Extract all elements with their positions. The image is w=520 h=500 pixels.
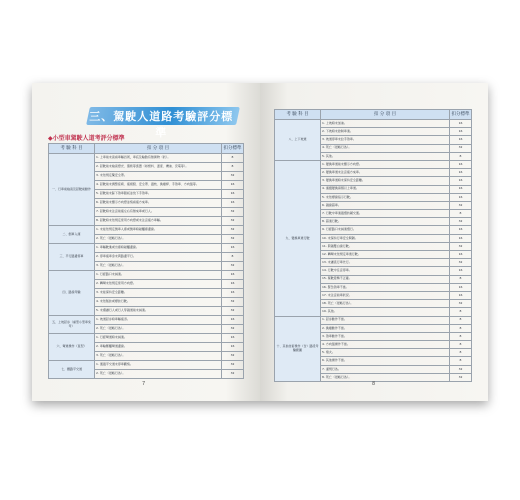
page-number-left: 7: [142, 381, 146, 387]
deduction-points: 16: [450, 283, 472, 291]
deduction-points: 32: [450, 218, 472, 226]
deduction-item: 1. 上車前未查看車輛四周，車底及輪胎有無異物（狀）。: [95, 154, 222, 163]
deduction-item: 7. 行駛中車速過慢妨礙交通。: [321, 210, 450, 218]
section-banner: [86, 107, 240, 139]
deduction-item: 3. 死亡（侵略行為）。: [95, 262, 222, 271]
deduction-points: 16: [450, 120, 472, 128]
table-row: [275, 120, 472, 128]
table-subtitle: ◆小型車駕駛人道考評分標準: [48, 135, 125, 142]
deduction-points: 32: [222, 361, 244, 370]
deduction-item: 1. 未能依規定倒車入庫或倒車時碰觸庫邊線。: [95, 226, 222, 235]
deduction-item: 6. 起駛前未顯示方向燈並察看後方來車。: [95, 199, 222, 208]
deduction-item: 2. 轉彎未依規定使用方向燈。: [95, 280, 222, 289]
table-header-cell: 扣 分 項 目: [95, 144, 222, 154]
deduction-points: 32: [450, 373, 472, 381]
deduction-item: 4. 方向盤操作不當。: [321, 341, 450, 349]
category-cell: 七、鐵路平交道: [49, 361, 95, 379]
right-score-table: [274, 109, 472, 382]
deduction-item: 12. 轉彎未依規定車道行駛。: [321, 251, 450, 259]
deduction-item: 5. 其他。: [321, 152, 450, 160]
deduction-item: 6. 其他操作不當。: [321, 357, 450, 365]
deduction-points: 16: [222, 181, 244, 190]
table-row: [49, 271, 244, 280]
deduction-item: 4. 未依號誌或標誌行駛。: [95, 298, 222, 307]
table-row: [275, 160, 472, 168]
deduction-points: 8: [450, 332, 472, 340]
category-cell: 八、上下坡道: [275, 120, 321, 161]
table-header-cell: 考 驗 科 目: [49, 144, 95, 154]
deduction-points: 16: [222, 280, 244, 289]
deduction-points: 8: [222, 253, 244, 262]
deduction-item: 2. 變換車道未注意後方來車。: [321, 169, 450, 177]
table-row: [49, 316, 244, 325]
deduction-points: 16: [450, 128, 472, 136]
deduction-item: 10. 未保持行車安全間隔。: [321, 234, 450, 242]
deduction-points: 8: [450, 275, 472, 283]
deduction-points: 16: [450, 177, 472, 185]
deduction-item: 5. 未禮讓行人或行人穿越道前未減速。: [95, 307, 222, 316]
deduction-item: 1. 行經路口未減速。: [95, 271, 222, 280]
deduction-points: 16: [450, 234, 472, 242]
category-cell: 一、行車前檢查及起駛前動作: [49, 154, 95, 226]
deduction-points: 16: [222, 289, 244, 298]
deduction-points: 16: [450, 185, 472, 193]
deduction-item: 6. 越線超車。: [321, 201, 450, 209]
table-header-cell: 考 驗 科 目: [275, 110, 321, 120]
deduction-points: 32: [450, 365, 472, 373]
table-header-cell: 扣分標準: [222, 144, 244, 154]
deduction-points: 32: [450, 242, 472, 250]
deduction-points: 32: [450, 259, 472, 267]
table-row: [49, 154, 244, 163]
deduction-item: 1. 坡道起步時車輛後退。: [95, 316, 222, 325]
deduction-item: 8. 死亡（侵略行為）。: [321, 373, 450, 381]
deduction-points: 8: [450, 316, 472, 324]
right-page: [260, 83, 488, 401]
deduction-points: 16: [222, 316, 244, 325]
deduction-points: 8: [450, 349, 472, 357]
table-header-row: [275, 110, 472, 120]
deduction-points: 32: [450, 300, 472, 308]
table-row: [49, 244, 244, 253]
deduction-points: 16: [222, 244, 244, 253]
deduction-item: 15. 駕駛姿勢不正確。: [321, 275, 450, 283]
deduction-points: 8: [450, 210, 472, 218]
deduction-item: 3. 未能保持安全距離。: [95, 289, 222, 298]
table-header-row: [49, 144, 244, 154]
deduction-points: 16: [450, 193, 472, 201]
deduction-points: 32: [222, 307, 244, 316]
deduction-points: 16: [222, 190, 244, 199]
deduction-item: 4. 連續變換兩個以上車道。: [321, 185, 450, 193]
category-cell: 四、路線考驗: [49, 271, 95, 316]
deduction-item: 4. 死亡（侵略行為）。: [321, 144, 450, 152]
deduction-item: 2. 下坡時未控制車速。: [321, 128, 450, 136]
deduction-item: 5. 未依標線指示行駛。: [321, 193, 450, 201]
deduction-points: 16: [222, 271, 244, 280]
deduction-item: 1. 車輛駛進或出庫時碰觸邊線。: [95, 244, 222, 253]
left-score-table: [48, 143, 244, 379]
left-page: [32, 83, 260, 401]
deduction-item: 8. 超速行駛。: [321, 218, 450, 226]
category-cell: 九、變換車道行駛: [275, 160, 321, 316]
deduction-item: 17. 未注意前車狀況。: [321, 291, 450, 299]
deduction-points: 32: [222, 235, 244, 244]
deduction-points: 16: [450, 226, 472, 234]
deduction-points: 16: [450, 136, 472, 144]
deduction-points: 16: [450, 267, 472, 275]
deduction-points: 16: [222, 199, 244, 208]
deduction-item: 8. 起駛時未依規定使用方向燈或未注意後方車輛。: [95, 217, 222, 226]
deduction-item: 2. 停車後車身未與路邊平行。: [95, 253, 222, 262]
deduction-points: 16: [450, 251, 472, 259]
deduction-points: 32: [222, 325, 244, 334]
deduction-item: 1. 通過平交道未停車觀察。: [95, 361, 222, 370]
deduction-item: 9. 行經路口未減速慢行。: [321, 226, 450, 234]
deduction-item: 2. 車輪壓觸彎道邊線。: [95, 343, 222, 352]
deduction-points: 32: [222, 262, 244, 271]
deduction-item: 11. 跨越雙白線行駛。: [321, 242, 450, 250]
deduction-points: 16: [450, 169, 472, 177]
deduction-item: 2. 起駛前未檢查燈光、儀錶等裝置（如燃料、溫度、機油、充電等）。: [95, 163, 222, 172]
deduction-item: 19. 其他。: [321, 308, 450, 316]
deduction-item: 3. 煞車動作不當。: [321, 332, 450, 340]
page-number-right: 8: [372, 381, 376, 387]
deduction-item: 5. 熄火。: [321, 349, 450, 357]
table-row: [49, 226, 244, 235]
banner-title: 三、駕駛人道路考驗評分標準: [89, 110, 234, 139]
deduction-item: 1. 上坡時未加油。: [321, 120, 450, 128]
deduction-points: 16: [222, 343, 244, 352]
deduction-item: 4. 起駛前未調整座椅、後視鏡、安全帶、頭枕、換檔桿、手煞車、方向盤等。: [95, 181, 222, 190]
deduction-points: 16: [222, 334, 244, 343]
deduction-points: 32: [222, 226, 244, 235]
table-row: [49, 334, 244, 343]
deduction-points: 8: [450, 152, 472, 160]
deduction-points: 8: [222, 163, 244, 172]
deduction-points: 32: [222, 352, 244, 361]
deduction-item: 14. 行駛中任意停車。: [321, 267, 450, 275]
deduction-points: 32: [222, 298, 244, 307]
deduction-item: 7. 起駛時未注意前後左右有無來車或行人。: [95, 208, 222, 217]
deduction-item: 2. 死亡（侵略行為）。: [95, 370, 222, 379]
deduction-item: 1. 行經彎道時未減速。: [95, 334, 222, 343]
deduction-points: 8: [450, 341, 472, 349]
deduction-item: 2. 死亡（侵略行為）。: [95, 235, 222, 244]
deduction-item: 2. 換檔動作不當。: [321, 324, 450, 332]
deduction-points: 16: [450, 291, 472, 299]
deduction-item: 3. 未依規定繫安全帶。: [95, 172, 222, 181]
category-cell: 五、上坡起步（重型小型車免考）: [49, 316, 95, 334]
deduction-points: 8: [450, 308, 472, 316]
table-header-cell: 扣分標準: [450, 110, 472, 120]
table-row: [49, 361, 244, 370]
table-header-cell: 扣 分 項 目: [321, 110, 450, 120]
table-row: [275, 316, 472, 324]
deduction-points: 32: [222, 370, 244, 379]
deduction-item: 1. 起步動作不當。: [321, 316, 450, 324]
deduction-item: 2. 死亡（侵略行為）。: [95, 325, 222, 334]
deduction-item: 18. 死亡（侵略行為）。: [321, 300, 450, 308]
category-cell: 六、彎道操作（直型）: [49, 334, 95, 361]
deduction-item: 1. 變換車道前未顯示方向燈。: [321, 160, 450, 168]
deduction-item: 13. 未讓直行車先行。: [321, 259, 450, 267]
deduction-item: 5. 起駛前未踩下煞車踏板並放下手煞車。: [95, 190, 222, 199]
deduction-item: 7. 違規行為。: [321, 365, 450, 373]
category-cell: 二、倒車入庫: [49, 226, 95, 244]
deduction-points: 16: [450, 160, 472, 168]
deduction-item: 3. 變換車道時未保持安全距離。: [321, 177, 450, 185]
deduction-points: 8: [450, 357, 472, 365]
deduction-points: 32: [222, 208, 244, 217]
deduction-points: 32: [222, 217, 244, 226]
deduction-points: 8: [222, 154, 244, 163]
deduction-points: 32: [450, 201, 472, 209]
category-cell: 十、其他技術操作（含）路段考驗範圍: [275, 316, 321, 382]
category-cell: 三、平行路邊停車: [49, 244, 95, 271]
open-book: [32, 83, 488, 401]
deduction-item: 3. 死亡（侵略行為）。: [95, 352, 222, 361]
deduction-points: 32: [222, 172, 244, 181]
deduction-item: 16. 緊急煞車不當。: [321, 283, 450, 291]
deduction-item: 3. 坡道停車未拉手煞車。: [321, 136, 450, 144]
deduction-points: 8: [450, 324, 472, 332]
deduction-points: 32: [450, 144, 472, 152]
